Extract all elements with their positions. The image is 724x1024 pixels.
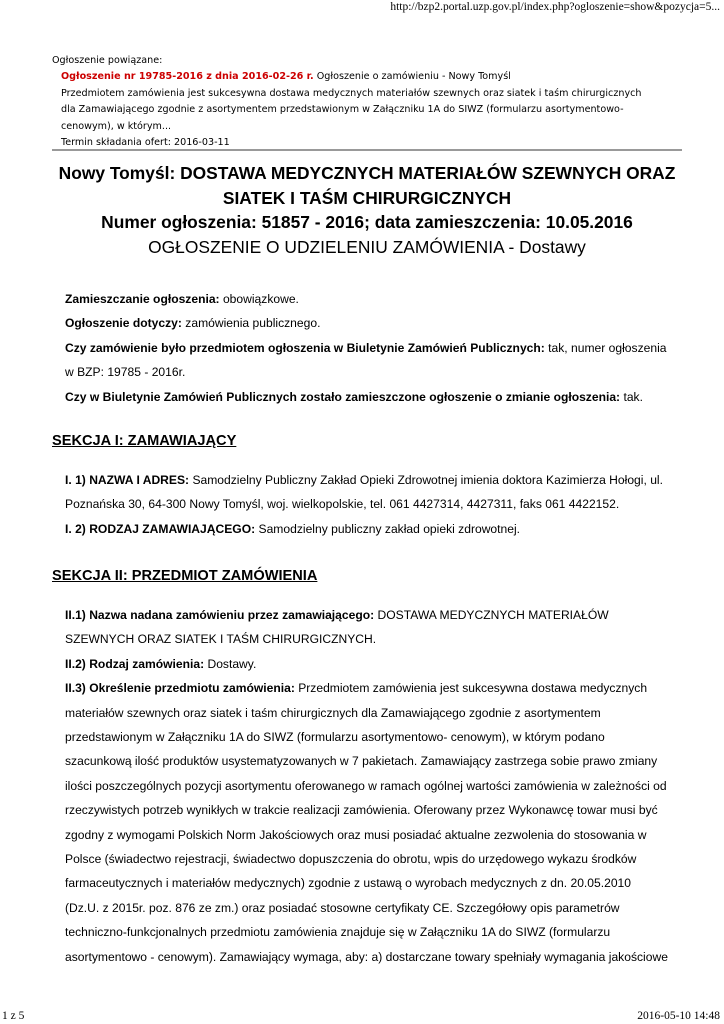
description-line: techniczno-funkcjonalnych przedmiotu zamówienia znajduje się w Załączniku 1A do SIWZ (formularzu [65,925,611,940]
notice-title-line2: SIATEK I TAŚM CHIRURGICZNYCH [222,187,512,208]
separator-rule [52,149,682,151]
field-value: tak. [620,389,643,404]
related-first-line [61,69,682,85]
description-line: przedstawionym w Załączniku 1A do SIWZ (formularzu asortymentowo- cenowym), w którym podano [65,730,605,745]
field-label: Czy w Biuletynie Zamówień Publicznych zostało zamieszczone ogłoszenie o zmianie ogłoszenia: [65,389,621,404]
description-line: asortymentowo - cenowym). Zamawiający wymaga, aby: a) dostarczane towary spełniały wymagania jakościowe [65,949,668,964]
field-value: zamówienia publicznego. [181,316,321,331]
field-publication [65,287,690,311]
field-label: Zamieszczanie ogłoszenia: [65,292,220,306]
description-line: Polsce (świadectwo rejestracji, świadectwo dopuszczenia do obrotu, wpis do urzędowego wykazu środków [65,852,637,867]
field-order-name [65,603,690,627]
field-bzp-announced [65,336,690,360]
field-value: obowiązkowe. [219,292,299,306]
notice-number: Numer ogłoszenia: 51857 - 2016; data zamieszczenia: 10.05.2016 [101,212,633,233]
field-label: II.2) Rodzaj zamówienia: [65,656,205,671]
field-value: Przedmiotem zamówienia jest sukcesywna dostawa medycznych [294,681,648,696]
field-order-type [65,652,690,676]
related-summary-line: dla Zamawiającego zgodnie z asortymentem przedstawionym w Załączniku 1A do SIWZ (formularzu asortymentowo- [61,104,624,116]
field-bzp-number: w BZP: 19785 - 2016r. [65,365,186,380]
description-line: farmaceutycznych i materiałów medycznych) zgodnie z ustawą o wyrobach medycznych z dn. 20.05.2010 [65,876,631,891]
page-number: 1 z 5 [2,1010,25,1022]
field-order-name-continued: SZEWNYCH ORAZ SIATEK I TAŚM CHIRURGICZNYCH. [65,632,377,647]
description-line: materiałów szewnych oraz siatek i taśm chirurgicznych dla Zamawiającego zgodnie z asortymentem [65,705,601,720]
print-datetime: 2016-05-10 14:48 [637,1010,720,1022]
field-value: tak, numer ogłoszenia [544,340,667,355]
field-name-address [65,468,690,492]
field-value: Samodzielny publiczny zakład opieki zdrowotnej. [255,521,521,536]
section-1-heading: SEKCJA I: ZAMAWIAJĄCY [52,433,237,449]
field-order-description [65,676,690,700]
field-label: II.1) Nazwa nadana zamówieniu przez zamawiającego: [65,608,375,622]
description-line: (Dz.U. z 2015r. poz. 876 ze zm.) oraz posiadać stosowne certyfikaty CE. Szczegółowy opis parametrów [65,900,620,915]
field-value: Samodzielny Publiczny Zakład Opieki Zdrowotnej imienia doktora Kazimierza Hołogi, ul. [189,473,663,487]
field-label: II.3) Określenie przedmiotu zamówienia: [65,681,295,696]
description-line: ilości poszczególnych pozycji asortymentu oferowanego w ramach ogólnej wartości zamówienia w zależności od [65,778,667,793]
related-summary-line: Ogłoszenie o zamówieniu - Nowy Tomyśl [313,71,511,83]
field-label: I. 1) NAZWA I ADRES: [65,473,190,487]
field-concerns [65,311,690,335]
related-notice-link[interactable]: Ogłoszenie nr 19785-2016 z dnia 2016-02-26 r. [61,71,314,83]
field-label: Czy zamówienie było przedmiotem ogłoszenia w Biuletynie Zamówień Publicznych: [65,340,545,355]
field-bzp-change [65,385,690,409]
field-address-continued: Poznańska 30, 64-300 Nowy Tomyśl, woj. wielkopolskie, tel. 061 4427314, 4427311, faks 061 4422152. [65,497,620,512]
field-value: Dostawy. [204,656,257,671]
field-label: I. 2) RODZAJ ZAMAWIAJĄCEGO: [65,521,256,536]
field-contractor-type [65,517,690,541]
description-line: rzeczywistych potrzeb wynikłych w trakcie realizacji zamówienia. Oferowany przez Wykonawcę towar musi być [65,803,658,818]
intro-fields [65,287,690,409]
field-label: Ogłoszenie dotyczy: [65,316,182,331]
print-url: http://bzp2.portal.uzp.gov.pl/index.php?ogloszenie=show&pozycja=5... [390,1,720,13]
related-summary-line: cenowym), w którym... [61,120,172,132]
notice-type: OGŁOSZENIE O UDZIELENIU ZAMÓWIENIA - Dostawy [148,236,586,257]
section-2-heading: SEKCJA II: PRZEDMIOT ZAMÓWIENIA [52,568,318,584]
notice-title-block [52,161,682,259]
related-notice [52,53,682,151]
related-deadline: Termin składania ofert: 2016-03-11 [61,137,230,149]
section-1-content [65,468,690,541]
section-2-content [65,603,690,969]
description-line: szacunkową ilość produktów usystematyzowanych w 7 pakietach. Zamawiający zastrzega sobie prawo zmiany [65,754,658,769]
related-content [52,69,682,151]
related-summary-line: Przedmiotem zamówienia jest sukcesywna dostawa medycznych materiałów szewnych oraz siatek i taśm chirurgicznych [61,87,642,99]
description-line: zgodny z wymogami Polskich Norm Jakościowych oraz musi posiadać aktualne zezwolenia do stosowania w [65,827,647,842]
notice-title-line1: Nowy Tomyśl: DOSTAWA MEDYCZNYCH MATERIAŁÓW SZEWNYCH ORAZ [58,163,676,183]
field-value: DOSTAWA MEDYCZNYCH MATERIAŁÓW [374,608,609,622]
related-label: Ogłoszenie powiązane: [52,55,163,66]
